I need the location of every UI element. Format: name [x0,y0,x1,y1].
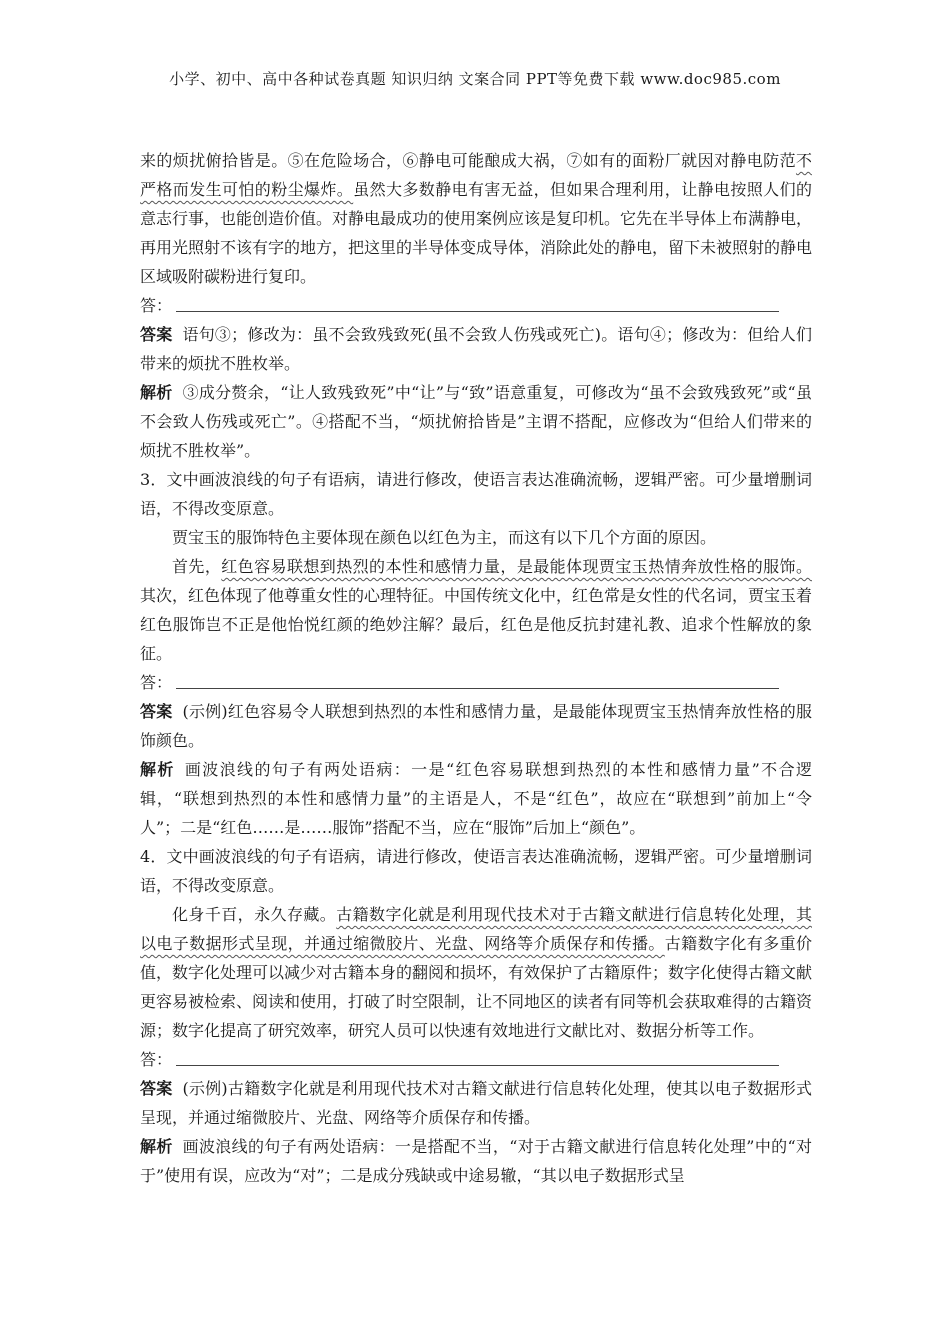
q4-analysis-tag: 解析 [140,1137,173,1156]
q4-answer-text: (示例)古籍数字化就是利用现代技术对古籍文献进行信息转化处理，使其以电子数据形式呈现，并通过缩微胶片、光盘、网络等介质保存和传播。 [140,1079,812,1127]
q3-answer-blank[interactable] [140,668,812,697]
q3-question: 3．文中画波浪线的句子有语病，请进行修改，使语言表达准确流畅，逻辑严密。可少量增删词语，不得改变原意。 [140,470,812,518]
q3-passage-wavy: 红色容易联想到热烈的本性和感情力量，是最能体现贾宝玉热情奔放性格的服饰。 [221,557,812,576]
q2-answer-rule [176,311,779,312]
q4-answer-rule [176,1065,779,1066]
q4-answer-tag: 答案 [140,1079,173,1098]
q4-analysis [140,1132,812,1190]
q2-analysis-text: ③成分赘余，“让人致残致死”中“让”与“致”语意重复，可修改为“虽不会致残致死”或“虽不会致人伤残或死亡”。④搭配不当，“烦扰俯拾皆是”主谓不搭配，应修改为“但给人们带来的烦扰不胜枚举”。 [140,383,812,460]
q3-answer-rule [176,688,779,689]
q4-passage-pre: 化身千百，永久存藏。 [172,905,337,924]
q3-answer [140,697,812,755]
q4-passage [140,900,812,1045]
q2-analysis-tag: 解析 [140,383,173,402]
q2-passage-line-1: 来的烦扰俯拾皆是。⑤在危险场合，⑥静电可能酿成大祸，⑦如有的面粉厂就因对静电防范 [140,151,796,170]
q2-analysis [140,378,812,465]
q4-passage-wavy: 古籍数字化就是利用现代技术对于古籍文献进行信息转化处理，其以电子数据形式呈现，并通过缩微胶片、光盘、网络等介质保存和传播。 [140,905,812,953]
q4-passage-post: 古籍数字化有多重价值，数字化处理可以减少对古籍本身的翻阅和损坏，有效保护了古籍原件；数字化使得古籍文献更容易被检索、阅读和使用，打破了时空限制，让不同地区的读者有同等机会获取难得的古籍资源；数字化提高了研究效率，研究人员可以快速有效地进行文献比对、数据分析等工作。 [140,934,813,1040]
q4-answer-blank[interactable] [140,1045,812,1074]
q2-answer [140,320,812,378]
q2-answer-blank[interactable] [140,291,812,320]
q2-answer-tag: 答案 [140,325,173,344]
q3-analysis [140,755,812,842]
q4-analysis-text: 画波浪线的句子有两处语病：一是搭配不当，“对于古籍文献进行信息转化处理”中的“对于”使用有误，应改为“对”；二是成分残缺或中途易辙，“其以电子数据形式呈 [140,1137,812,1185]
q2-answer-text: 语句③；修改为：虽不会致残致死(虽不会致人伤残或死亡)。语句④；修改为：但给人们带来的烦扰不胜枚举。 [140,325,812,373]
q2-answer-label: 答： [140,296,173,315]
q3-passage-post: 其次，红色体现了他尊重女性的心理特征。中国传统文化中，红色常是女性的代名词，贾宝玉着红色服饰岂不正是他怡悦红颜的绝妙注解？最后，红色是他反抗封建礼教、追求个性解放的象征。 [140,586,813,663]
q3-passage-p2 [140,552,812,668]
q2-passage-rest: 虽然大多数静电有害无益，但如果合理利用，让静电按照人们的意志行事，也能创造价值。对静电最成功的使用案例应该是复印机。它先在半导体上布满静电，再用光照射不该有字的地方，把这里的半导体变成导体，消除此处的静电，留下未被照射的静电区域吸附碳粉进行复印。 [140,180,813,286]
q2-passage-wavy: 不严格而发生可怕的粉尘爆炸。 [140,151,812,199]
q3-passage-pre: 首先， [172,557,222,576]
page-header: 小学、初中、高中各种试卷真题 知识归纳 文案合同 PPT等免费下载 www.doc985.com [169,70,781,88]
q3-answer-text: (示例)红色容易令人联想到热烈的本性和感情力量，是最能体现贾宝玉热情奔放性格的服饰颜色。 [140,702,812,750]
q3-passage-p1: 贾宝玉的服饰特色主要体现在颜色以红色为主，而这有以下几个方面的原因。 [172,528,717,547]
q3-answer-tag: 答案 [140,702,173,721]
q3-analysis-tag: 解析 [140,760,175,779]
q4-answer-label: 答： [140,1050,173,1069]
q3-analysis-text: 画波浪线的句子有两处语病：一是“红色容易联想到热烈的本性和感情力量”不合逻辑，“联想到热烈的本性和感情力量”的主语是人，不是“红色”，故应在“联想到”前加上“令人”；二是“红色……是……服饰”搭配不当，应在“服饰”后加上“颜色”。 [140,760,812,837]
q2-passage [140,146,812,291]
q3-answer-label: 答： [140,673,173,692]
q4-question: 4．文中画波浪线的句子有语病，请进行修改，使语言表达准确流畅，逻辑严密。可少量增删词语，不得改变原意。 [140,847,812,895]
q4-answer [140,1074,812,1132]
document-body [140,146,812,1190]
